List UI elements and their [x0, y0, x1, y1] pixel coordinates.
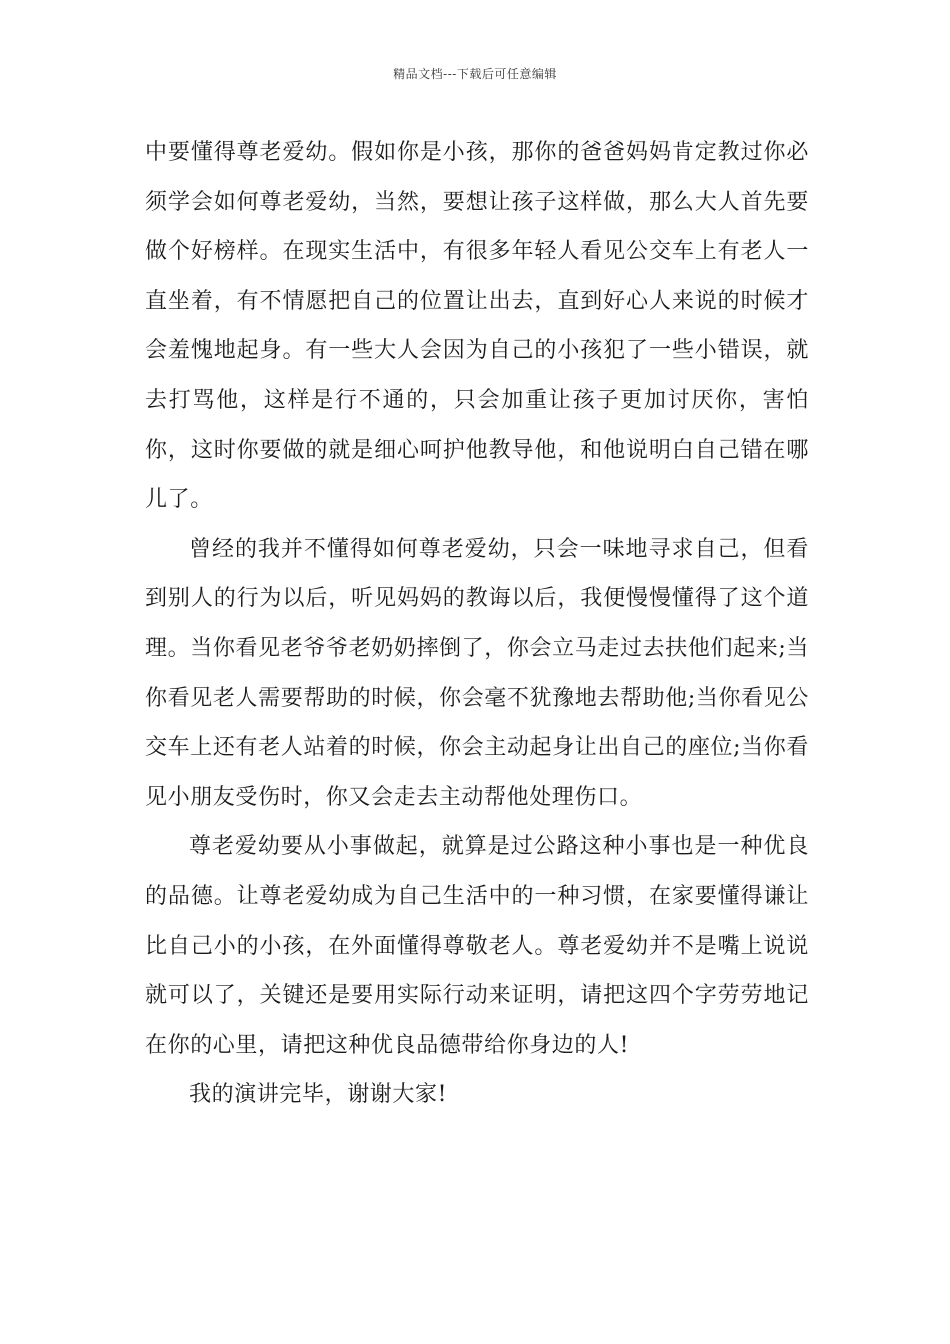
paragraph-experience: 曾经的我并不懂得如何尊老爱幼，只会一味地寻求自己，但看到别人的行为以后，听见妈妈的教诲以后，我便慢慢懂得了这个道理。当你看见老爷爷老奶奶摔倒了，你会立马走过去扶他们起来;当你看见老人需要帮助的时候，你会毫不犹豫地去帮助他;当你看见公交车上还有老人站着的时候，你会主动起身让出自己的座位;当你看见小朋友受伤时，你又会走去主动帮他处理伤口。 [145, 536, 809, 810]
page-header: 精品文档---下载后可任意编辑 [393, 67, 557, 81]
paragraph-closing: 我的演讲完毕，谢谢大家! [189, 1082, 448, 1108]
document-body [145, 128, 809, 1120]
paragraph-habit: 尊老爱幼要从小事做起，就算是过公路这种小事也是一种优良的品德。让尊老爱幼成为自己生活中的一种习惯，在家要懂得谦让比自己小的小孩，在外面懂得尊敬老人。尊老爱幼并不是嘴上说说就可以了，关键还是要用实际行动来证明，请把这四个字劳劳地记在你的心里，请把这种优良品德带给你身边的人! [145, 834, 809, 1058]
paragraph-continuation: 中要懂得尊老爱幼。假如你是小孩，那你的爸爸妈妈肯定教过你必须学会如何尊老爱幼，当然，要想让孩子这样做，那么大人首先要做个好榜样。在现实生活中，有很多年轻人看见公交车上有老人一直坐着，有不情愿把自己的位置让出去，直到好心人来说的时候才会羞愧地起身。有一些大人会因为自己的小孩犯了一些小错误，就去打骂他，这样是行不通的，只会加重让孩子更加讨厌你，害怕你，这时你要做的就是细心呵护他教导他，和他说明白自己错在哪儿了。 [145, 140, 809, 513]
